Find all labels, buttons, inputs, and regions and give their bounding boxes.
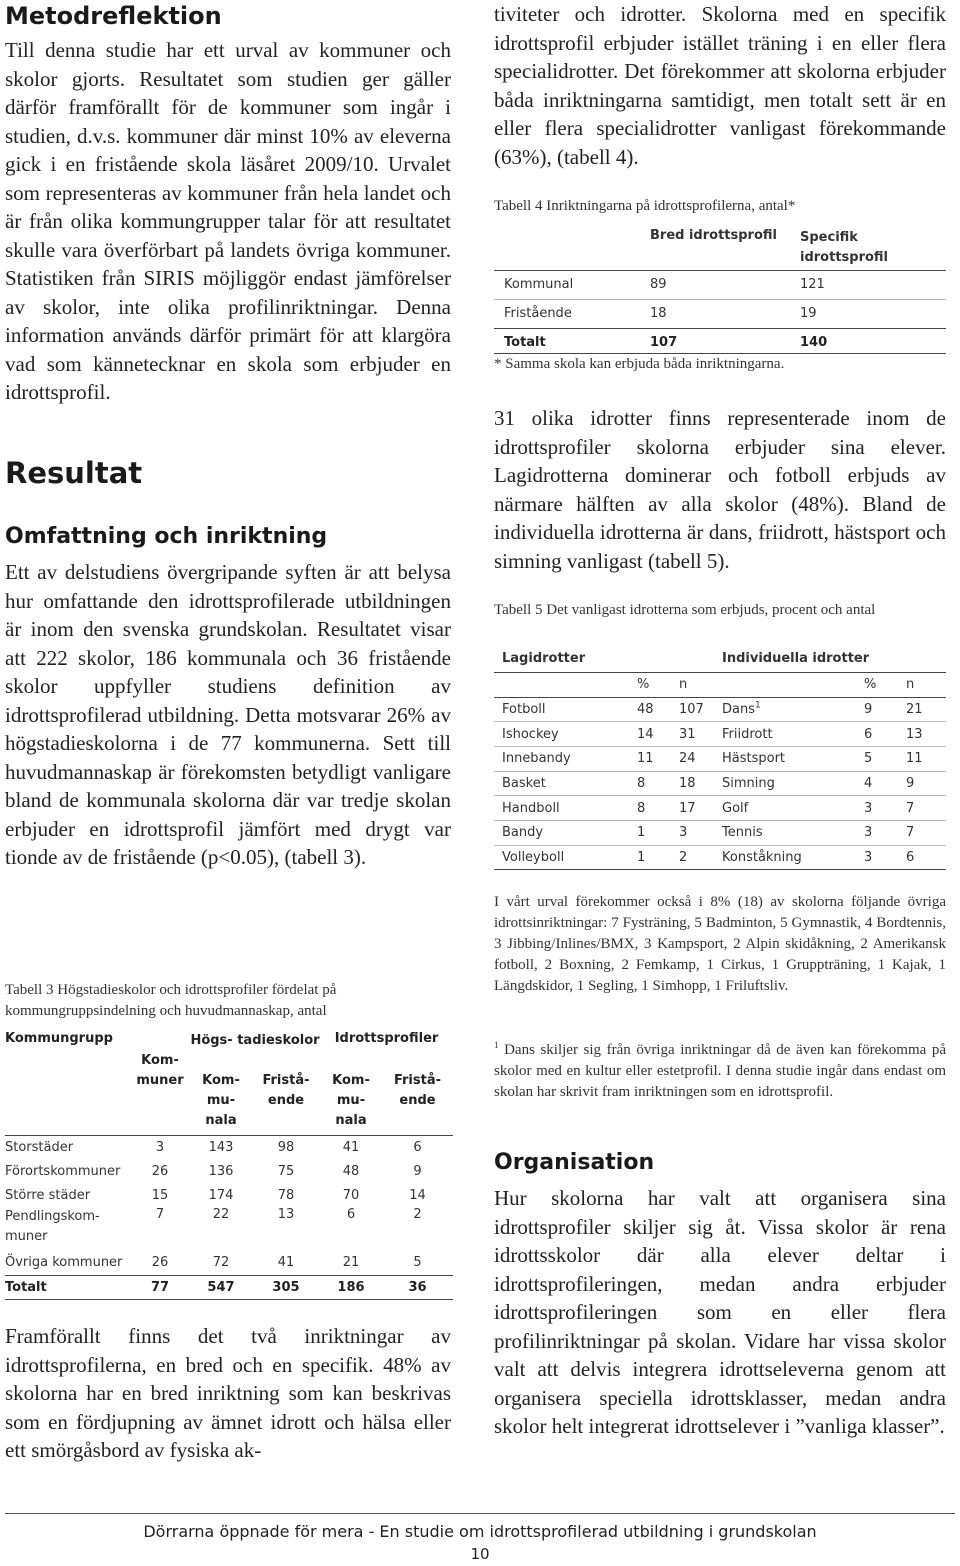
table-row: Kommunal 89 121 bbox=[494, 270, 946, 299]
th-kommuner: Kom- muner bbox=[136, 1053, 184, 1088]
paragraph-urval: I vårt urval förekommer också i 8% (18) av skolorna följande övriga idrottsinriktningar: 7 Fysträning, 5 Badminton, 5 Gymnastik, 4 Bordtennis, 3 Jibbing/Inlines/BMX, 3 Kampsport, 2 Alpin skidåkning, 2 Amerikansk fotboll, 2 Boxning, 2 Femkamp, 1 Cirkus, 1 Gruppträning, 1 Kajak, 1 Längdskidor, 1 Segling, 1 Simhopp, 1 Friluftsliv. bbox=[494, 894, 946, 994]
table-row: Större städer 15 174 78 70 14 bbox=[5, 1187, 426, 1203]
footer-title: Dörrarna öppnade för mera - En studie om idrottsprofilerad utbildning i grundskolan bbox=[143, 1522, 817, 1541]
th-kommunala-2: Kom- mu- nala bbox=[332, 1073, 370, 1128]
table-row: Fristående 18 19 bbox=[494, 299, 946, 328]
table-3 bbox=[5, 1028, 453, 1300]
th-kommunala: Kom- mu- nala bbox=[202, 1073, 240, 1128]
table-row: Pendlingskom- muner 7 22 13 6 2 bbox=[5, 1207, 422, 1244]
footer-divider bbox=[5, 1513, 955, 1514]
table-row: Storstäder 3 143 98 41 6 bbox=[5, 1139, 422, 1155]
th-idrottsprofiler: Idrottsprofiler bbox=[334, 1031, 439, 1046]
paragraph-framforallt: Framförallt finns det två inriktningar av idrottsprofilerna, en bred och en specifik. 48% av skolorna har en bred inriktning som kan beskrivas som en fördjupning av ämnet idrott och hälsa eller ett smörgåsbord av fysiska ak- bbox=[5, 1324, 451, 1462]
table-row: Bandy 1 3 Tennis 3 7 bbox=[494, 820, 946, 845]
paragraph-31-idrotter: 31 olika idrotter finns representerade inom de idrottsprofiler skolorna erbjuder sina elever. Lagidrotterna dominerar och fotboll erbjuds av närmare hälften av alla skolor (48%). Bland de individuella idrotterna är dans, friidrott, hästsport och simning vanligast (tabell 5). bbox=[494, 406, 946, 573]
table-row: Förortskommuner 26 136 75 48 9 bbox=[5, 1163, 422, 1179]
th-fristaende-2: Fristå- ende bbox=[393, 1073, 442, 1108]
paragraph-metod: Till denna studie har ett urval av kommuner och skolor gjorts. Resultatet som studien ger gäller därför framförallt för de kommuner som ingår i studien, d.v.s. kommuner där minst 10% av eleverna gick i en fristående skola läsåret 2009/10. Urvalet som representeras av kommuner från hela landet och är från olika kommungrupper talar för att resultatet skulle vara överförbart på landets övriga kommuner. Statistiken från SIRIS möjliggör endast jämförelser av skolor, inte olika profilinriktningar. Denna information används därför primärt för att klargöra vad som kännetecknar en skola som erbjuder en idrottsprofil. bbox=[5, 38, 451, 404]
heading-omfattning: Omfattning och inriktning bbox=[5, 524, 328, 549]
paragraph-continued: tiviteter och idrotter. Skolorna med en specifik idrottsprofil erbjuder istället träning i en eller flera specialidrotter. Det förekommer att skolorna erbjuder båda inriktningarna samtidigt, men totalt sett är en eller flera specialidrotter vanligast förekommande (63%), (tabell 4). bbox=[494, 2, 946, 169]
th-fristaende: Fristå- ende bbox=[262, 1073, 310, 1108]
table4-footnote: * Samma skola kan erbjuda båda inriktningarna. bbox=[494, 356, 785, 372]
heading-metodreflektion: Metodreflektion bbox=[5, 2, 222, 30]
table-row: Basket 8 18 Simning 4 9 bbox=[494, 771, 946, 796]
th-specifik: Specifik idrottsprofil bbox=[800, 230, 889, 265]
table-row: Övriga kommuner 26 72 41 21 5 bbox=[5, 1251, 453, 1275]
th-individuella: Individuella idrotter bbox=[722, 651, 870, 667]
heading-organisation: Organisation bbox=[494, 1150, 655, 1175]
table3-caption: Tabell 3 Högstadieskolor och idrottsprofiler fördelat på kommungruppsindelning och huvudmannaskap, antal bbox=[5, 982, 337, 1019]
table-row: Innebandy 11 24 Hästsport 5 11 bbox=[494, 746, 946, 771]
table-row: Volleyboll 1 2 Konståkning 3 6 bbox=[494, 845, 946, 870]
table4-caption: Tabell 4 Inriktningarna på idrottsprofilerna, antal* bbox=[494, 198, 796, 214]
table-total-row: Totalt 77 547 305 186 36 bbox=[5, 1275, 453, 1299]
table-row: Fotboll 48 107 Dans$^1$ 9 21 bbox=[494, 697, 946, 722]
th-hogstadieskolor: Högs- tadieskolor bbox=[190, 1033, 320, 1048]
table-total-row: Totalt 107 140 bbox=[504, 335, 828, 351]
table-4 bbox=[494, 224, 946, 357]
heading-resultat: Resultat bbox=[5, 456, 143, 490]
table-row: Handboll 8 17 Golf 3 7 bbox=[494, 796, 946, 821]
paragraph-omfattning: Ett av delstudiens övergripande syften är att belysa hur omfattande den idrottsprofilerade utbildningen är inom den svenska grundskolan. Resultatet visar att 222 skolor, 186 kommunala och 36 fristående skolor uppfyller studiens definition av idrottsprofilerad utbildning. Detta motsvarar 26% av högstadieskolorna i de 77 kommunerna. Sett till huvudmannaskap är förekomsten betydligt vanligare bland de kommunala skolorna där var tredje skolan erbjuder en idrottsprofil jämfört med drygt var tionde av de fristående (p<0.05), (tabell 3). bbox=[5, 560, 451, 869]
th-lagidrotter: Lagidrotter bbox=[502, 651, 586, 667]
table-row: Ishockey 14 31 Friidrott 6 13 bbox=[494, 722, 946, 747]
page-number: 10 bbox=[470, 1545, 490, 1563]
th-kommungrupp: Kommungrupp bbox=[5, 1031, 113, 1046]
footnote-dans: $^1$ Dans skiljer sig från övriga inriktningar då de även kan förekomma på skolor med en kultur eller estetprofil. I denna studie ingår dans endast om skolan har skrivit fram inriktningen som en idrottsprofil. bbox=[494, 1040, 947, 1100]
th-bred: Bred idrottsprofil bbox=[650, 228, 777, 243]
paragraph-organisation: Hur skolorna har valt att organisera sina idrottsprofiler skiljer sig åt. Vissa skolor är rena idrottsskolor där alla elever deltar i idrottsprofileringen, medan andra erbjuder idrottsprofileringen som en eller flera profilinriktningar på skolan. Vidare har vissa skolor valt att delvis integrera idrottseleverna genom att organisera speciella idrottsklasser, medan andra skolor helt integrerat idrottselever i ”vanliga klasser”. bbox=[494, 1186, 946, 1438]
table-5: Lagidrotter Individuella idrotter % n % n Fotboll 48 107 Dans$^1$ 9 21 Ishockey 14 31 Friidrott 6 13 Innebandy 11 24 Hästsport 5 11 Basket 8 18 Simning 4 9 Handboll 8 17 Golf 3 7 Bandy 1 3 Tennis 3 7 Volleyboll 1 2 Konståkning 3 6 bbox=[494, 646, 946, 870]
table5-caption: Tabell 5 Det vanligast idrotterna som erbjuds, procent och antal bbox=[494, 602, 876, 618]
